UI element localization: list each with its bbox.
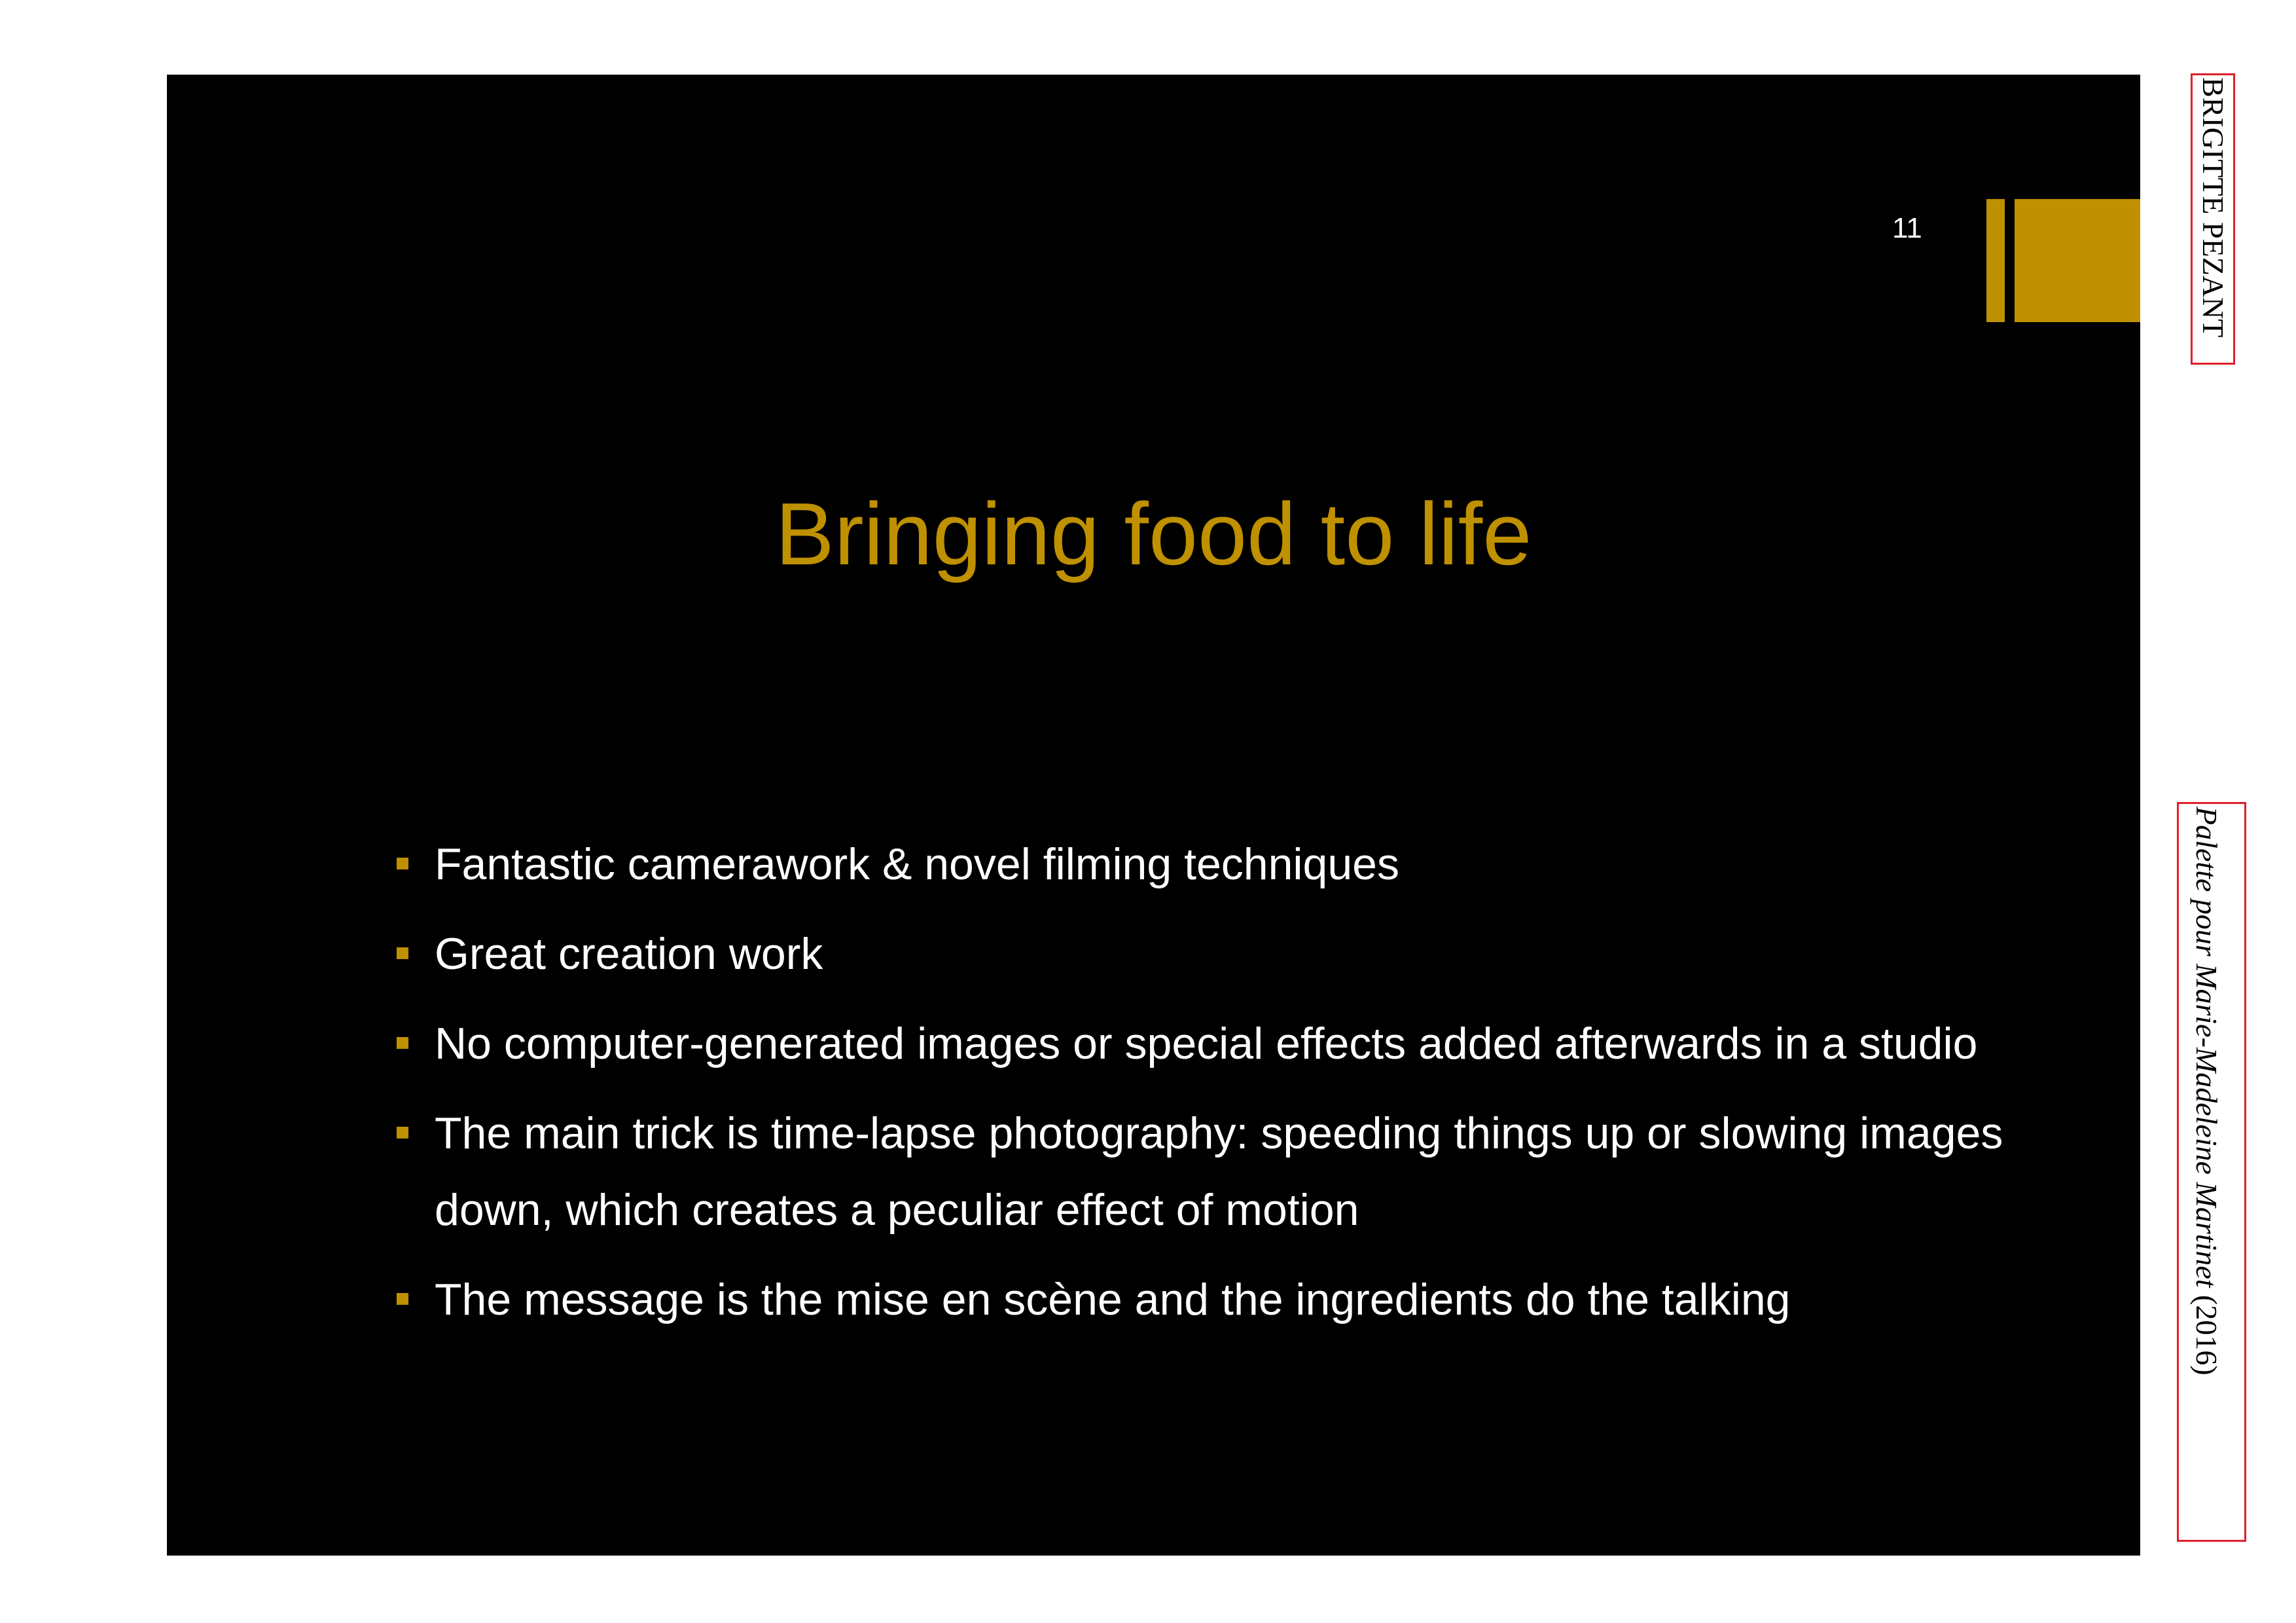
bullet-item [397,1006,2098,1082]
bullet-text: Fantastic camerawork & novel filming techniques [435,839,1399,889]
square-bullet-icon [397,947,408,959]
bullet-item [397,826,2098,903]
accent-bar-thick [2015,199,2140,322]
accent-bar-thin [1986,199,2005,322]
slide [167,75,2140,1556]
bullet-item [397,1262,2098,1338]
bullet-list [397,826,2098,1351]
square-bullet-icon [397,1127,408,1139]
square-bullet-icon [397,1037,408,1049]
bullet-text: Great creation work [435,929,823,979]
bullet-text: No computer-generated images or special effects added afterwards in a studio [435,1019,1978,1068]
source-label [2189,807,2224,1376]
square-bullet-icon [397,1293,408,1305]
square-bullet-icon [397,858,408,869]
bullet-item [397,1095,2098,1249]
slide-title: Bringing food to life [775,484,1532,583]
source-year: (2016) [2190,1295,2223,1376]
source-title: Palette pour Marie-Madeleine Martinet [2190,807,2223,1288]
author-label: BRIGITTE PEZANT [2197,77,2230,338]
slide-number: 11 [1892,212,1922,244]
bullet-text: The message is the mise en scène and the ingredients do the talking [435,1275,1791,1324]
bullet-text: The main trick is time-lapse photography: speeding things up or slowing images down, which creates a peculiar effect of motion [435,1108,2003,1235]
bullet-item [397,916,2098,993]
